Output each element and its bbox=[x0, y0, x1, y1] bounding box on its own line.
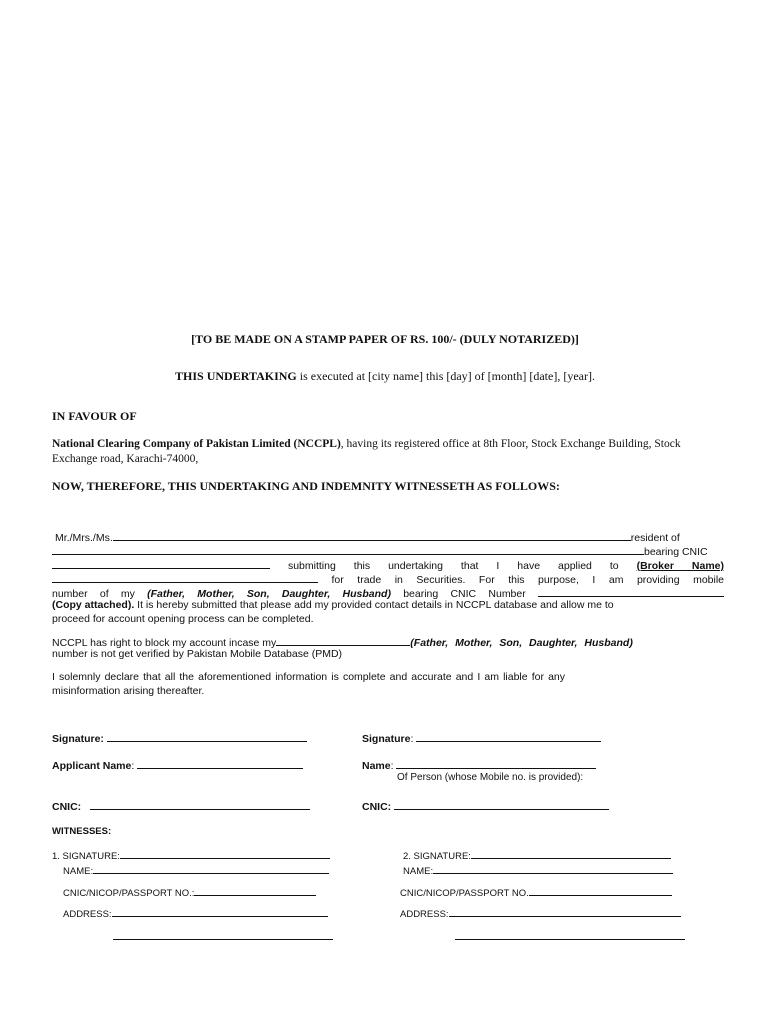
nccpl-address: , having its registered office at 8th Floor, Stock Exchange Building, Stock Exchange road, Karachi-74000, bbox=[52, 438, 681, 465]
applicant-name-blank[interactable] bbox=[137, 758, 303, 769]
person-cnic-row bbox=[362, 799, 609, 813]
declaration-text: I solemnly declare that all the aforementioned information is complete and accurate and I am liable for any bbox=[52, 671, 566, 683]
applicant-signature-label: Signature: bbox=[52, 733, 104, 745]
applicant-cnic-row bbox=[52, 799, 310, 813]
stamp-paper-note: [TO BE MADE ON A STAMP PAPER OF RS. 100/- (DULY NOTARIZED)] bbox=[191, 332, 579, 346]
witness2-cnic-label: CNIC/NICOP/PASSPORT NO. bbox=[400, 888, 529, 899]
person-signature-row bbox=[362, 731, 601, 745]
witness1-name-blank[interactable] bbox=[93, 863, 329, 874]
broker-name-label: (Broker Name) bbox=[636, 560, 724, 572]
applicant-name-row bbox=[52, 758, 303, 772]
applicant-cnic-label: CNIC: bbox=[52, 801, 82, 813]
body-line-8 bbox=[52, 634, 633, 649]
witness1-signature-blank[interactable] bbox=[120, 848, 330, 859]
applicant-name-colon: : bbox=[131, 760, 135, 772]
body-line-5 bbox=[52, 585, 724, 600]
witness1-name-label: NAME: bbox=[63, 866, 94, 877]
cnic-blank[interactable] bbox=[52, 557, 270, 569]
resident-of-label: resident of bbox=[630, 532, 680, 544]
copy-attached-label: (Copy attached). bbox=[52, 599, 135, 611]
witness2-name-row bbox=[403, 863, 673, 877]
witness2-address-line2[interactable] bbox=[455, 929, 685, 940]
in-favour-of-heading: IN FAVOUR OF bbox=[52, 409, 137, 423]
block-relations-label: (Father, Mother, Son, Daughter, Husband) bbox=[410, 637, 633, 649]
witness2-cnic-row bbox=[400, 885, 672, 899]
undertaking-bold: THIS UNDERTAKING bbox=[175, 369, 297, 383]
relations-label: (Father, Mother, Son, Daughter, Husband) bbox=[147, 588, 391, 600]
body-line-7 bbox=[52, 613, 314, 625]
person-cnic-blank[interactable] bbox=[394, 799, 609, 810]
pmd-text: number is not get verified by Pakistan Mobile Database (PMD) bbox=[52, 648, 343, 660]
copy-rest-text: It is hereby submitted that please add my provided contact details in NCCPL database and allow me to bbox=[134, 599, 614, 611]
person-signature-label: Signature bbox=[362, 733, 411, 745]
undertaking-rest: is executed at [city name] this [day] of [month] [date], [year]. bbox=[296, 369, 595, 383]
witness1-signature-label: 1. SIGNATURE: bbox=[52, 851, 120, 862]
witness2-address-label: ADDRESS: bbox=[400, 909, 449, 920]
undertaking-execution-line bbox=[0, 369, 770, 384]
witnesses-heading: WITNESSES: bbox=[52, 826, 112, 837]
witness1-address-row bbox=[63, 906, 328, 920]
witness1-address-label: ADDRESS: bbox=[63, 909, 112, 920]
witness1-name-row bbox=[63, 863, 329, 877]
witness2-signature-label: 2. SIGNATURE: bbox=[403, 851, 471, 862]
broker-blank[interactable] bbox=[52, 571, 318, 583]
relative-cnic-blank[interactable] bbox=[538, 585, 724, 597]
witness1-cnic-blank[interactable] bbox=[194, 885, 316, 896]
bearing-cnic-label: bearing CNIC bbox=[644, 546, 708, 558]
applicant-name-label: Applicant Name bbox=[52, 760, 132, 772]
submitting-text: submitting this undertaking that I have applied to bbox=[287, 560, 619, 572]
witness2-address-blank[interactable] bbox=[449, 906, 681, 917]
body-line-4 bbox=[52, 571, 724, 586]
person-name-colon: : bbox=[390, 760, 394, 772]
person-signature-blank[interactable] bbox=[416, 731, 601, 742]
nccpl-paragraph bbox=[52, 437, 722, 467]
relation-blank[interactable] bbox=[276, 634, 410, 646]
person-name-row bbox=[362, 758, 596, 772]
witness2-signature-row bbox=[403, 848, 671, 862]
person-cnic-label: CNIC: bbox=[362, 801, 392, 813]
witness2-address-row bbox=[400, 906, 681, 920]
witness1-cnic-label: CNIC/NICOP/PASSPORT NO.: bbox=[63, 888, 195, 899]
body-line-11 bbox=[52, 685, 204, 697]
now-therefore-heading: NOW, THEREFORE, THIS UNDERTAKING AND INDEMNITY WITNESSETH AS FOLLOWS: bbox=[52, 479, 560, 493]
witness2-name-blank[interactable] bbox=[433, 863, 673, 874]
person-name-label: Name bbox=[362, 760, 391, 772]
body-line-3 bbox=[52, 557, 724, 572]
bearing-cnic-number-label: bearing CNIC Number bbox=[403, 588, 526, 600]
witness1-address-line2[interactable] bbox=[113, 929, 333, 940]
block-account-text: NCCPL has right to block my account incase my bbox=[52, 637, 277, 649]
body-line-9 bbox=[52, 648, 342, 660]
of-person-note: Of Person (whose Mobile no. is provided): bbox=[397, 772, 584, 783]
witness2-cnic-blank[interactable] bbox=[529, 885, 672, 896]
person-name-blank[interactable] bbox=[396, 758, 596, 769]
body-line-2 bbox=[52, 543, 708, 558]
witness1-address-blank[interactable] bbox=[112, 906, 328, 917]
person-signature-colon: : bbox=[410, 733, 414, 745]
witness1-cnic-row bbox=[63, 885, 316, 899]
mr-mrs-ms-label: Mr./Mrs./Ms. bbox=[55, 532, 113, 544]
number-of-my-label: number of my bbox=[52, 588, 135, 600]
body-line-1 bbox=[55, 529, 680, 544]
body-line-10 bbox=[52, 671, 722, 683]
body-line-6 bbox=[52, 599, 724, 611]
applicant-cnic-blank[interactable] bbox=[90, 799, 310, 810]
declaration-text-cont: misinformation arising thereafter. bbox=[52, 685, 205, 697]
nccpl-name: National Clearing Company of Pakistan Limited (NCCPL) bbox=[52, 438, 341, 450]
for-trade-text: for trade in Securities. For this purpose, I am providing mobile bbox=[331, 574, 724, 586]
name-blank[interactable] bbox=[113, 529, 631, 541]
residence-blank[interactable] bbox=[52, 543, 644, 555]
applicant-signature-blank[interactable] bbox=[107, 731, 307, 742]
witness1-signature-row bbox=[52, 848, 330, 862]
witness2-signature-blank[interactable] bbox=[471, 848, 671, 859]
witness2-name-label: NAME: bbox=[403, 866, 434, 877]
applicant-signature-row bbox=[52, 731, 307, 745]
proceed-text: proceed for account opening process can be completed. bbox=[52, 613, 314, 625]
